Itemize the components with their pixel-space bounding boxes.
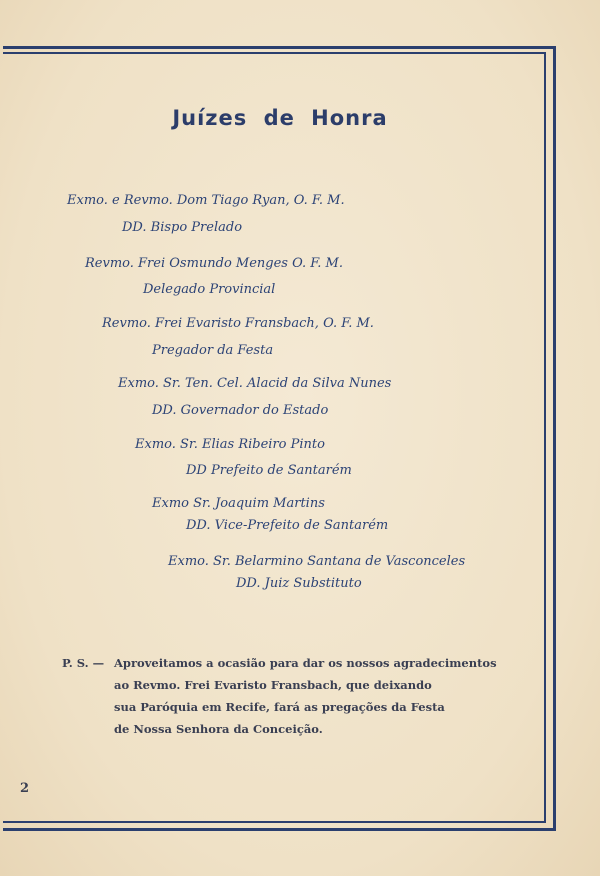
postscript-line-2: ao Revmo. Frei Evaristo Fransbach, que deixando <box>114 678 432 692</box>
page-title: Juízes de Honra <box>172 106 388 130</box>
honoree-2-title: Delegado Provincial <box>143 282 276 297</box>
honoree-2-name: Revmo. Frei Osmundo Menges O. F. M. <box>85 256 343 271</box>
postscript-line-3: sua Paróquia em Recife, fará as pregações da Festa <box>114 700 445 714</box>
honoree-3-title: Pregador da Festa <box>152 343 274 358</box>
honoree-5-title: DD Prefeito de Santarém <box>186 463 352 478</box>
postscript-label: P. S. — <box>62 656 105 670</box>
honoree-4-title: DD. Governador do Estado <box>152 403 329 418</box>
honoree-1-name: Exmo. e Revmo. Dom Tiago Ryan, O. F. M. <box>67 193 345 208</box>
frame-right-inner <box>544 52 546 823</box>
frame-bottom-inner <box>3 821 546 823</box>
frame-right-outer <box>553 46 556 830</box>
honoree-7-title: DD. Juiz Substituto <box>236 576 362 591</box>
honoree-4-name: Exmo. Sr. Ten. Cel. Alacid da Silva Nunes <box>118 376 392 391</box>
postscript-line-4: de Nossa Senhora da Conceição. <box>114 722 323 736</box>
honoree-5-name: Exmo. Sr. Elias Ribeiro Pinto <box>135 437 325 452</box>
frame-bottom-outer <box>3 828 556 831</box>
postscript-line-1: Aproveitamos a ocasião para dar os nossos agradecimentos <box>114 656 497 670</box>
honoree-6-title: DD. Vice-Prefeito de Santarém <box>186 518 389 533</box>
frame-top-outer <box>3 46 556 49</box>
honoree-3-name: Revmo. Frei Evaristo Fransbach, O. F. M. <box>102 316 374 331</box>
honoree-1-title: DD. Bispo Prelado <box>122 220 243 235</box>
honoree-6-name: Exmo Sr. Joaquim Martins <box>152 496 325 511</box>
frame-top-inner <box>3 52 546 54</box>
honoree-7-name: Exmo. Sr. Belarmino Santana de Vasconceles <box>168 554 466 569</box>
page-number: 2 <box>20 781 30 796</box>
